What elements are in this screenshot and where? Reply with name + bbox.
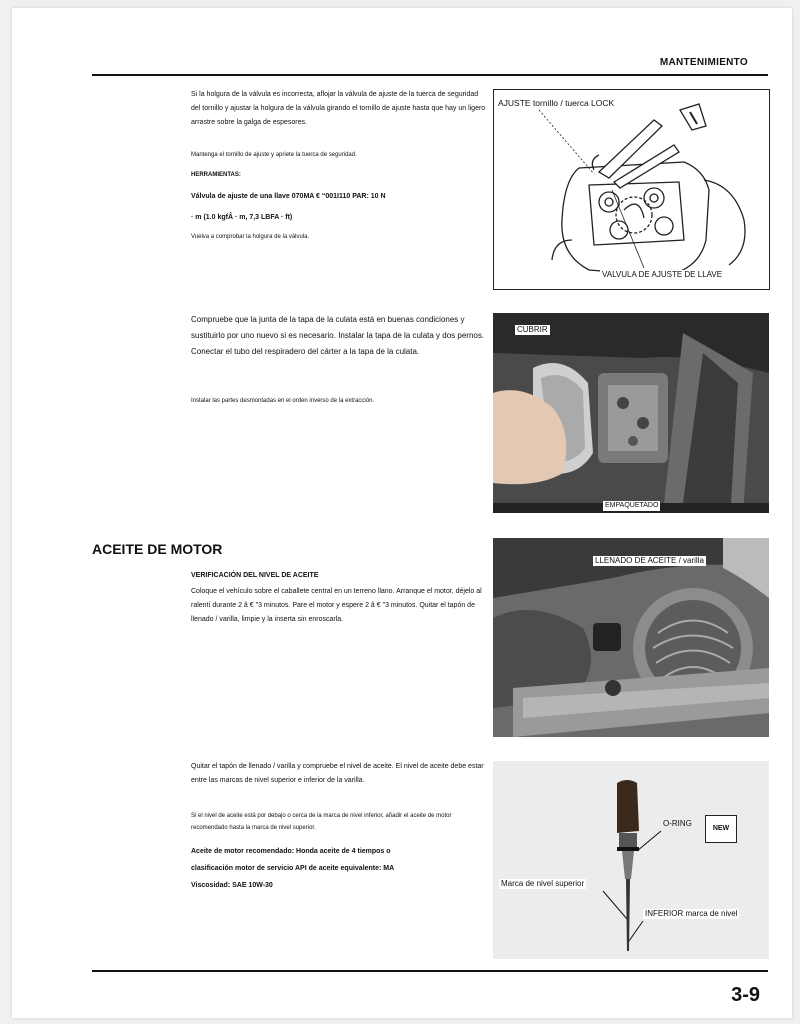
reassembly-paragraph: Instalar las partes desmontadas en el orden inverso de la extracción. <box>191 398 375 404</box>
tool-spec-line2: · m (1.0 kgfÂ · m, 7,3 LBFA · ft) <box>191 214 293 221</box>
valve-adjust-figure <box>493 89 770 290</box>
oil-level-paragraph: Quitar el tapón de llenado / varilla y compruebe el nivel de aceite. El nivel de aceite debe estar entre las marcas de nivel superior e inferior de la varilla. <box>191 763 484 784</box>
tool-spec-line1: Válvula de ajuste de una llave 070MA € “001I110 PAR: 10 N <box>191 193 386 200</box>
tools-heading: HERRAMIENTAS: <box>191 172 241 178</box>
lower-mark-label: INFERIOR marca de nivel <box>645 909 738 918</box>
oil-check-paragraph: Coloque el vehículo sobre el caballete central en un terreno llano. Arranque el motor, déjelo al ralentí durante 2 â € "3 minutos. Pare el motor y espere 2 â € "3 minutos. Quitar el tapón de llenado / varilla, limpie y la inserta sin enroscarla. <box>191 588 482 623</box>
oil-filler-photo <box>493 538 769 737</box>
adjust-screw-label: AJUSTE tornillo / tuerca LOCK <box>498 98 615 108</box>
add-oil-paragraph: Si el nivel de aceite está por debajo o cerca de la marca de nivel inferior, añadir el aceite de motor recomendado hasta la marca de nivel superior. <box>191 813 452 831</box>
viscosity-line: Viscosidad: SAE 10W-30 <box>191 882 273 889</box>
bottom-rule <box>92 970 768 972</box>
gasket-label: EMPAQUETADO <box>605 502 659 509</box>
head-cover-photo <box>493 313 769 513</box>
page-number: 3-9 <box>731 984 760 1006</box>
cover-gasket-paragraph: Compruebe que la junta de la tapa de la culata está en buenas condiciones y sustituirlo por uno nuevo si es necesario. Instalar la tapa de la culata y dos pernos. Conectar el tubo del respiradero del cárter a la tapa de la culata. <box>191 315 485 356</box>
valve-adjust-paragraph: Si la holgura de la válvula es incorrecta, aflojar la válvula de ajuste de la tuerca de seguridad del tornillo y ajustar la holgura de la válvula girando el tornillo de ajuste hasta que hay un ligero arrastre sobre la galga de espesores. <box>191 91 486 126</box>
recommended-oil-line2: clasificación motor de servicio API de aceite equivalente: MA <box>191 865 395 872</box>
new-badge-text: NEW <box>712 825 730 832</box>
dipstick-figure <box>493 761 769 959</box>
oil-filler-label: LLENADO DE ACEITE / varilla <box>595 556 704 565</box>
recheck-paragraph: Vuelva a comprobar la holgura de la válvula. <box>191 234 310 240</box>
top-rule <box>92 74 768 76</box>
valve-wrench-label: VALVULA DE AJUSTE DE LLAVE <box>602 270 723 279</box>
section-header: MANTENIMIENTO <box>659 57 748 68</box>
cover-label: CUBRIR <box>517 325 548 334</box>
new-part-badge <box>705 815 737 843</box>
upper-mark-label: Marca de nivel superior <box>501 879 585 888</box>
lock-nut-paragraph: Mantenga el tornillo de ajuste y apriete la tuerca de seguridad. <box>191 152 357 158</box>
section-title: ACEITE DE MOTOR <box>92 541 223 557</box>
recommended-oil-line1: Aceite de motor recomendado: Honda aceite de 4 tiempos o <box>191 848 391 855</box>
section-subtitle: VERIFICACIÓN DEL NIVEL DE ACEITE <box>191 572 319 579</box>
o-ring-label: O-RING <box>663 819 692 828</box>
